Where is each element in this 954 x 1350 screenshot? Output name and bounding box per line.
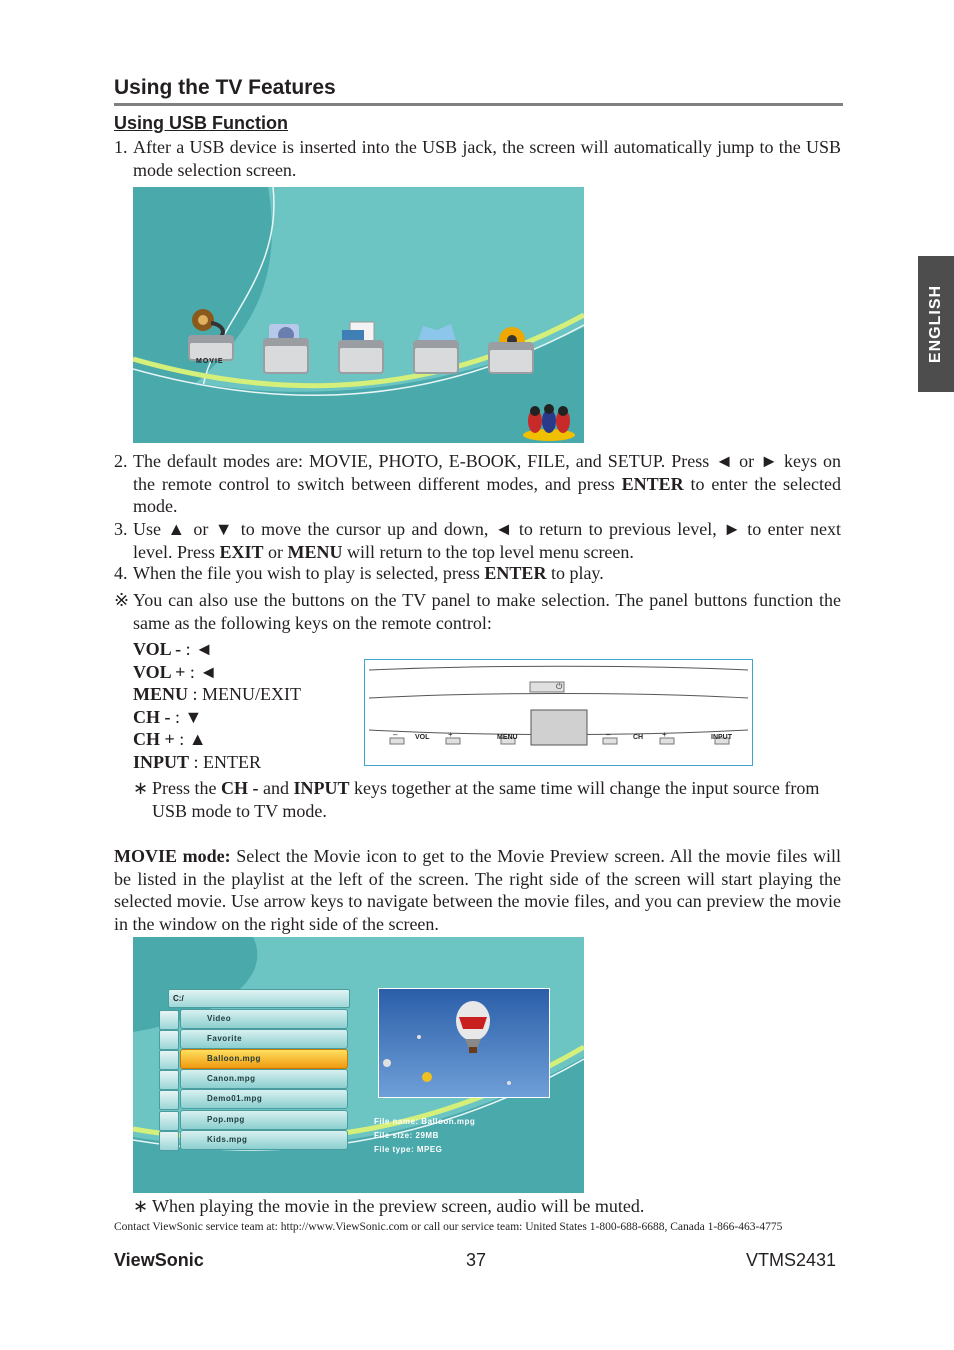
page-number: 37 <box>466 1250 487 1270</box>
input-switch-note <box>133 777 841 822</box>
file-mode-icon[interactable] <box>411 320 461 374</box>
video-file-icon <box>159 1131 179 1151</box>
step-number: 1. <box>114 137 128 157</box>
note-text: When playing the movie in the preview screen, audio will be muted. <box>152 1196 645 1216</box>
path-bar <box>168 989 350 1008</box>
list-item-selected[interactable]: Balloon.mpg <box>180 1049 348 1069</box>
key-map-item: VOL - : ◄ <box>133 639 213 659</box>
list-item[interactable]: Pop.mpg <box>180 1110 348 1130</box>
file-info <box>374 1115 475 1157</box>
key-map-item: MENU : MENU/EXIT <box>133 684 301 704</box>
file-name-info: File name: Balloon.mpg <box>374 1117 476 1126</box>
panel-vol-minus-label: – <box>393 730 398 739</box>
list-item[interactable]: Video <box>180 1009 348 1029</box>
movie-mode-label: MOVIE <box>196 358 224 365</box>
brand-name: ViewSonic <box>114 1250 204 1270</box>
list-item[interactable]: Favorite <box>180 1029 348 1049</box>
panel-ch-plus-label: + <box>662 730 667 739</box>
panel-input-label: INPUT <box>711 734 732 741</box>
step-number: 2. <box>114 451 128 471</box>
model-number: VTMS2431 <box>746 1250 837 1270</box>
usb-mode-screen <box>133 187 584 443</box>
note-text: Press the CH - and INPUT keys together at the same time will change the input source from USB mode to TV mode. <box>152 778 820 821</box>
photo-mode-icon[interactable] <box>261 320 311 374</box>
step-text: Use ▲ or ▼ to move the cursor up and down, ◄ to return to previous level, ► to enter next level. Press EXIT or MENU will return to the top level menu screen. <box>133 519 841 562</box>
file-size-info: File size: 29MB <box>374 1131 439 1140</box>
file-type-info: File type: MPEG <box>374 1145 443 1154</box>
tv-panel-diagram <box>364 659 753 766</box>
step-text: After a USB device is inserted into the USB jack, the screen will automatically jump to the USB mode selection screen. <box>133 137 841 180</box>
muted-note <box>133 1195 841 1218</box>
step-3 <box>114 518 841 563</box>
key-map-list <box>133 638 301 773</box>
note-text: You can also use the buttons on the TV panel to make selection. The panel buttons function the same as the following keys on the remote control: <box>133 590 841 633</box>
language-tab <box>918 256 954 392</box>
key-map-item: CH + : ▲ <box>133 729 207 749</box>
panel-ch-label: CH <box>633 734 644 741</box>
list-item[interactable]: Kids.mpg <box>180 1130 348 1150</box>
note-symbol: ∗ <box>133 1196 149 1216</box>
video-file-icon <box>159 1090 179 1110</box>
birds-logo <box>519 393 579 443</box>
panel-vol-label: VOL <box>415 734 430 741</box>
preview-window <box>378 988 550 1098</box>
panel-note <box>114 589 841 634</box>
movie-mode-description: MOVIE mode: Select the Movie icon to get to the Movie Preview screen. All the movie files will be listed in the playlist at the left of the screen. The right side of the screen will start playing the selected movie. Use arrow keys to navigate between the movie files, and you can preview the movie in the window on the right side of the screen. <box>114 846 841 934</box>
video-file-icon <box>159 1111 179 1131</box>
key-map-item: INPUT : ENTER <box>133 751 262 772</box>
key-map-item: CH - : ▼ <box>133 706 203 727</box>
setup-mode-icon[interactable] <box>486 320 536 374</box>
folder-icon <box>159 1030 179 1050</box>
path-label: C:/ <box>173 994 184 1003</box>
step-text: The default modes are: MOVIE, PHOTO, E-BOOK, FILE, and SETUP. Press ◄ or ► keys on the remote control to switch between different modes, and press ENTER to enter the selected mode. <box>133 451 842 516</box>
language-tab-label: ENGLISH <box>927 284 944 364</box>
step-number: 3. <box>114 519 128 539</box>
subsection-title: Using USB Function <box>114 113 288 133</box>
video-file-icon <box>159 1070 179 1090</box>
movie-preview-screen <box>133 937 584 1193</box>
note-symbol: ※ <box>114 590 130 610</box>
list-item[interactable]: Canon.mpg <box>180 1069 348 1089</box>
step-text: When the file you wish to play is selected, press ENTER to play. <box>133 563 604 583</box>
panel-ch-minus-label: – <box>606 730 611 739</box>
video-file-icon <box>159 1050 179 1070</box>
power-icon: ⏻ <box>556 682 563 691</box>
step-2 <box>114 450 841 518</box>
folder-icon <box>159 1010 179 1030</box>
title-rule <box>114 103 843 106</box>
key-map-item: VOL + : ◄ <box>133 661 218 682</box>
list-item[interactable]: Demo01.mpg <box>180 1089 348 1109</box>
movie-mode-icon[interactable] <box>186 307 236 365</box>
panel-vol-plus-label: + <box>448 730 453 739</box>
step-number: 4. <box>114 563 128 583</box>
step-4 <box>114 562 841 585</box>
step-1 <box>114 136 841 181</box>
panel-menu-label: MENU <box>497 734 518 741</box>
ebook-mode-icon[interactable] <box>336 320 386 374</box>
contact-info: Contact ViewSonic service team at: http://www.ViewSonic.com or call our service team: United States 1-800-688-6688, Canada 1-866-463-4775 <box>114 1221 783 1233</box>
note-symbol: ∗ <box>133 778 149 798</box>
section-title: Using the TV Features <box>114 76 336 99</box>
